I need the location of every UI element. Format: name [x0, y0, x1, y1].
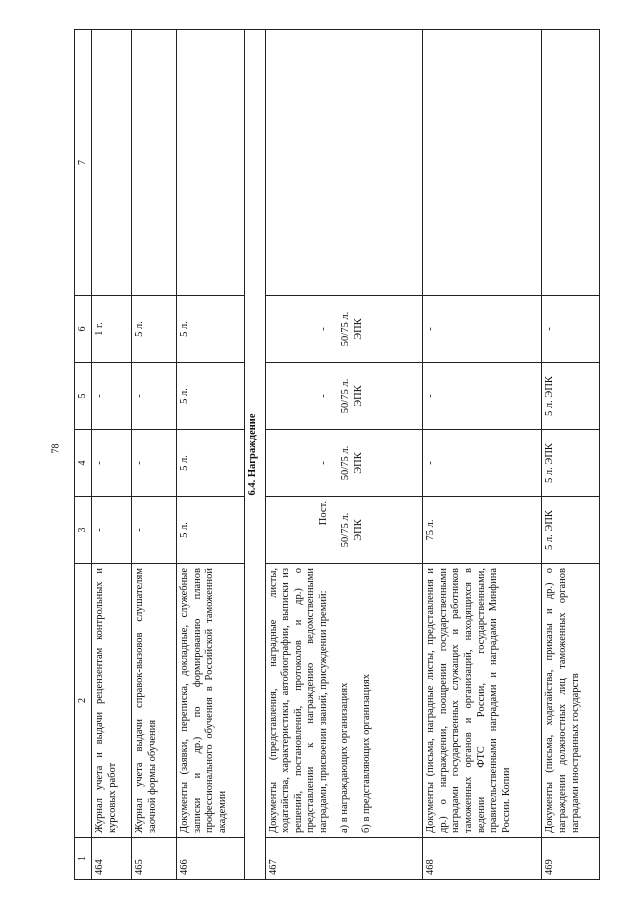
header-col-7: 7 [75, 30, 92, 296]
header-col-1: 1 [75, 838, 92, 880]
row-col-5: - [423, 363, 542, 430]
sub-a-col-6: - [317, 327, 329, 331]
table-row [92, 30, 132, 880]
row-col-5: - [132, 363, 177, 430]
row-col-3: 5 л. [177, 497, 245, 564]
row-col-4: - [423, 430, 542, 497]
sub-b-col-6: 50/75 л. ЭПК [340, 311, 364, 347]
row-col-4: 5 л. ЭПК [542, 430, 600, 497]
row-col-5: - [92, 363, 132, 430]
header-col-6: 6 [75, 296, 92, 363]
records-table [74, 29, 600, 880]
header-col-2: 2 [75, 564, 92, 838]
table-row [423, 30, 542, 880]
row-description [265, 564, 423, 838]
row-col-3: 5 л. ЭПК [542, 497, 600, 564]
sub-item-b: б) в представляющих организациях [361, 674, 373, 833]
row-number: 467 [265, 838, 423, 880]
sub-a-col-4: - [317, 461, 329, 465]
header-col-3: 3 [75, 497, 92, 564]
row-number: 465 [132, 838, 177, 880]
header-col-4: 4 [75, 430, 92, 497]
section-title: 6.4. Награждение [245, 30, 265, 880]
sub-a-col-5: - [317, 394, 329, 398]
row-col-4 [265, 430, 423, 497]
sub-item-a: а) в награждающих организациях [338, 682, 350, 833]
sub-b-col-3: 50/75 л. ЭПК [340, 512, 364, 548]
row-col-6: - [423, 296, 542, 363]
row-col-7 [92, 30, 132, 296]
row-description: Документы (письма, ходатайства, приказы и др.) о награждении должностных лиц таможенных органов наградами иностранных государств [542, 564, 600, 838]
row-col-7 [177, 30, 245, 296]
row-col-5: 5 л. [177, 363, 245, 430]
row-number: 466 [177, 838, 245, 880]
table-row [542, 30, 600, 880]
page-number: 78 [50, 443, 62, 454]
sub-a-col-3: Пост. [317, 501, 329, 526]
row-col-3: 75 л. [423, 497, 542, 564]
row-description: Документы (письма, наградные листы, представления и др.) о награждении, поощрении государственными наградами государственных служащих и работников таможенных органов и организаций, находящихся в ведении ФТС России, государственными, правительственными наградами и наградами Минфина России. Копии [423, 564, 542, 838]
row-col-7 [423, 30, 542, 296]
row-col-6 [265, 296, 423, 363]
row-col-3 [265, 497, 423, 564]
row-col-4: - [132, 430, 177, 497]
rotated-page [74, 30, 600, 880]
header-col-5: 5 [75, 363, 92, 430]
table-row [132, 30, 177, 880]
row-col-5: 5 л. ЭПК [542, 363, 600, 430]
row-description: Журнал учета и выдачи рецензентам контрольных и курсовых работ [92, 564, 132, 838]
row-col-5 [265, 363, 423, 430]
row-description: Документы (заявки, переписка, докладные, служебные записки и др.) по формированию планов профессионального обучения в Российской таможенной академии [177, 564, 245, 838]
row-col-6: - [542, 296, 600, 363]
row-col-4: 5 л. [177, 430, 245, 497]
row-number: 469 [542, 838, 600, 880]
row-description-text: Документы (представления, наградные листы, ходатайства, характеристики, автобиографии, выписки из решений, постановлений, протоколов и др.) о представлении к награждению ведомственными наградами, присвоении званий, присуждении премий: [267, 568, 329, 833]
table-row [177, 30, 245, 880]
row-number: 464 [92, 838, 132, 880]
sub-b-col-4: 50/75 л. ЭПК [340, 445, 364, 481]
row-col-3: - [132, 497, 177, 564]
row-col-7 [542, 30, 600, 296]
row-number: 468 [423, 838, 542, 880]
row-col-6: 1 г. [92, 296, 132, 363]
header-row [75, 30, 92, 880]
row-col-7 [132, 30, 177, 296]
row-col-6: 5 л. [177, 296, 245, 363]
row-col-4: - [92, 430, 132, 497]
row-col-3: - [92, 497, 132, 564]
row-description: Журнал учета выдачи справок-вызовов слушателям заочной формы обучения [132, 564, 177, 838]
row-col-7 [265, 30, 423, 296]
section-row [245, 30, 265, 880]
sub-b-col-5: 50/75 л. ЭПК [340, 378, 364, 414]
table-row [265, 30, 423, 880]
row-col-6: 5 л. [132, 296, 177, 363]
